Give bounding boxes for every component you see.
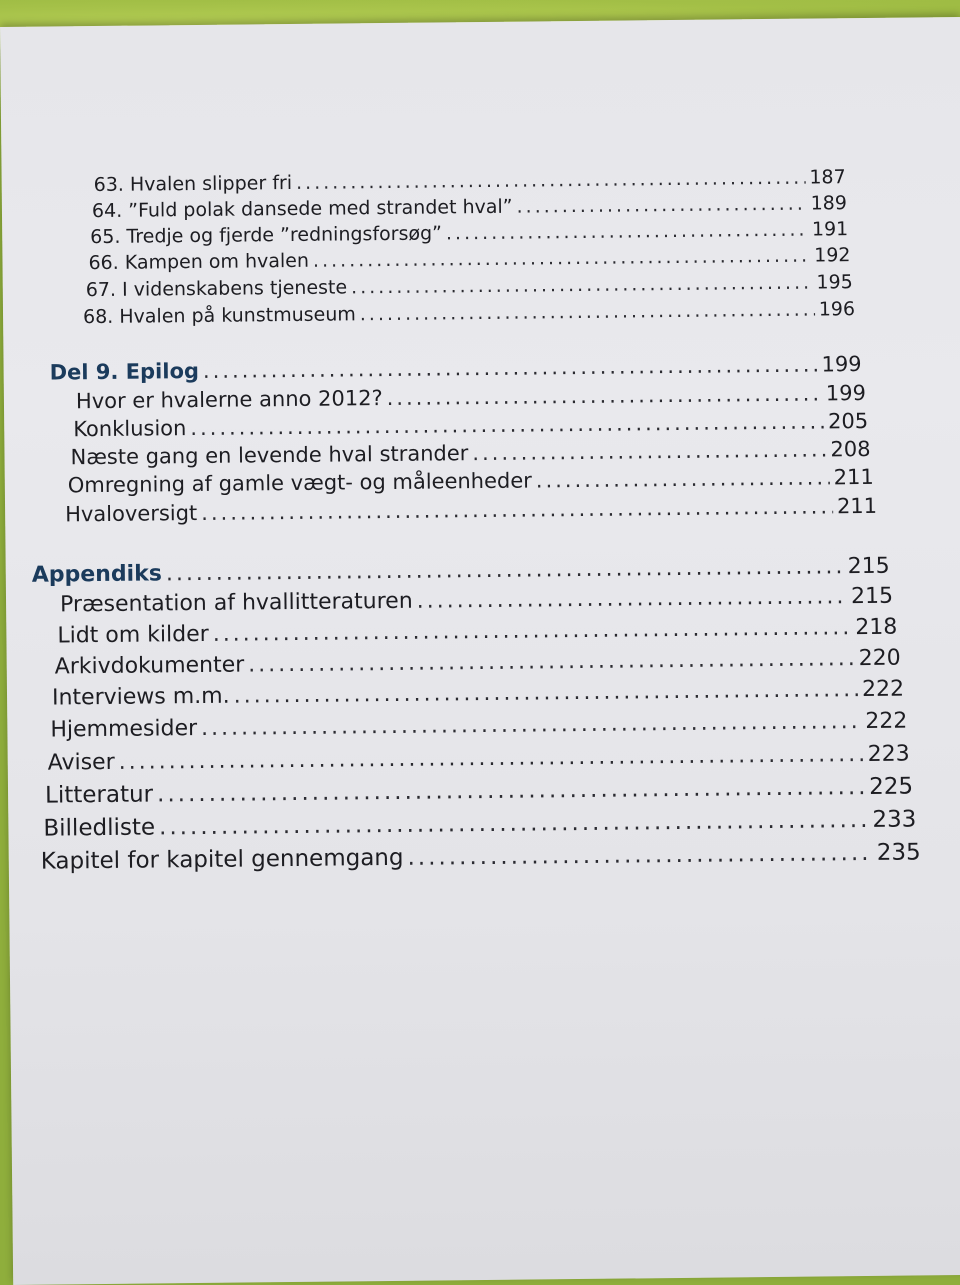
toc-entry-67 — [86, 271, 853, 301]
toc-entry-page: 205 — [827, 408, 869, 434]
toc-entry-page: 222 — [861, 676, 905, 703]
dot-leader — [166, 554, 844, 586]
toc-entry-label: Hvaloversigt — [65, 500, 198, 527]
dot-leader — [201, 709, 862, 741]
dot-leader — [516, 193, 806, 218]
dot-leader — [190, 409, 824, 440]
dot-leader — [159, 807, 869, 840]
toc-entry-appendix-5 — [50, 709, 907, 743]
toc-entry-label: Næste gang en levende hval strander — [70, 441, 469, 470]
dot-leader — [248, 646, 855, 677]
toc-entry-appendix-7 — [45, 774, 913, 809]
toc-entry-68 — [83, 298, 855, 328]
toc-appendix-heading — [32, 554, 890, 588]
toc-entry-page: 199 — [825, 380, 867, 406]
dot-leader — [360, 299, 815, 326]
toc-entry-page: 191 — [811, 218, 849, 241]
toc-entry-label: Lidt om kilder — [57, 621, 209, 649]
toc-entry-appendix-2 — [57, 615, 897, 649]
toc-entry-part9-4 — [68, 465, 874, 497]
toc-entry-part9-2 — [73, 409, 868, 441]
toc-entry-label: Kapitel for kapitel gennemgang — [40, 844, 404, 875]
toc-entry-label: 66. Kampen om hvalen — [88, 249, 310, 275]
dot-leader — [296, 167, 806, 194]
dot-leader — [387, 381, 822, 410]
toc-entry-page: 192 — [814, 244, 851, 267]
toc-entry-appendix-1 — [60, 584, 893, 618]
book-page — [0, 17, 960, 1285]
part-heading-page: 215 — [847, 553, 890, 580]
dot-leader — [203, 352, 818, 382]
dot-leader — [119, 742, 864, 775]
toc-entry-appendix-8 — [43, 806, 916, 841]
toc-entry-page: 189 — [810, 192, 848, 215]
toc-entry-label: Billedliste — [43, 814, 156, 842]
toc-part9-heading — [50, 352, 862, 385]
toc-entry-part9-5 — [65, 494, 877, 527]
toc-entry-page: 195 — [816, 271, 853, 294]
toc-entry-page: 233 — [872, 806, 917, 833]
toc-entry-page: 222 — [865, 708, 908, 735]
toc-entry-label: 68. Hvalen på kunstmuseum — [82, 303, 356, 329]
dot-leader — [201, 494, 833, 525]
toc-entry-label: Konklusion — [73, 416, 187, 442]
toc-entry-page: 208 — [830, 436, 871, 462]
dot-leader — [417, 584, 848, 614]
dot-leader — [213, 615, 852, 647]
toc-entry-page: 211 — [836, 493, 878, 519]
toc-entry-page: 187 — [809, 166, 846, 189]
toc-entry-label: Hvor er hvalerne anno 2012? — [75, 386, 383, 414]
toc-entry-appendix-4 — [52, 677, 904, 711]
toc-entry-66 — [88, 244, 850, 274]
toc-entry-label: 65. Tredje og fjerde ”redningsforsøg” — [90, 222, 443, 249]
toc-entry-page: 235 — [876, 839, 921, 866]
toc-entry-page: 215 — [850, 583, 894, 610]
toc-entry-label: Aviser — [47, 749, 115, 776]
dot-leader — [472, 437, 826, 465]
dot-leader — [351, 272, 813, 299]
toc-entry-64 — [92, 192, 847, 222]
toc-entry-appendix-3 — [55, 646, 901, 680]
dot-leader — [407, 840, 873, 871]
dot-leader — [446, 219, 808, 245]
part-heading-page: 199 — [821, 352, 862, 377]
toc-entry-page: 223 — [867, 741, 910, 767]
toc-entry-65 — [90, 218, 848, 248]
part-heading-label: Appendiks — [31, 561, 163, 588]
dot-leader — [234, 677, 859, 709]
part-heading-label: Del 9. Epilog — [49, 358, 200, 385]
toc-entry-page: 218 — [855, 614, 898, 641]
dot-leader — [157, 774, 865, 807]
dot-leader — [313, 245, 810, 272]
toc-entry-label: 67. I videnskabens tjeneste — [85, 276, 348, 302]
toc-entry-part9-1 — [76, 381, 866, 413]
toc-entry-label: 64. ”Fuld polak dansede med strandet hval” — [91, 195, 513, 223]
toc-entry-appendix-9 — [41, 839, 921, 874]
toc-entry-label: Præsentation af hvallitteraturen — [59, 588, 413, 618]
toc-entry-page: 196 — [818, 298, 856, 321]
toc-entry-label: Arkivdokumenter — [54, 652, 245, 680]
toc-entry-label: 63. Hvalen slipper fri — [93, 171, 293, 197]
dot-leader — [536, 465, 830, 492]
toc-entry-appendix-6 — [48, 742, 910, 776]
toc-entry-label: Interviews m.m. — [51, 683, 230, 711]
toc-entry-label: Hjemmesider — [50, 716, 198, 743]
toc-entry-page: 225 — [868, 773, 914, 800]
toc-entry-label: Litteratur — [44, 781, 154, 809]
toc-entry-label: Omregning af gamle vægt- og måleenheder — [67, 468, 532, 498]
toc-entry-page: 211 — [833, 464, 874, 490]
toc-entry-part9-3 — [70, 437, 870, 469]
toc-entry-63 — [94, 166, 846, 196]
toc-entry-page: 220 — [858, 645, 901, 672]
